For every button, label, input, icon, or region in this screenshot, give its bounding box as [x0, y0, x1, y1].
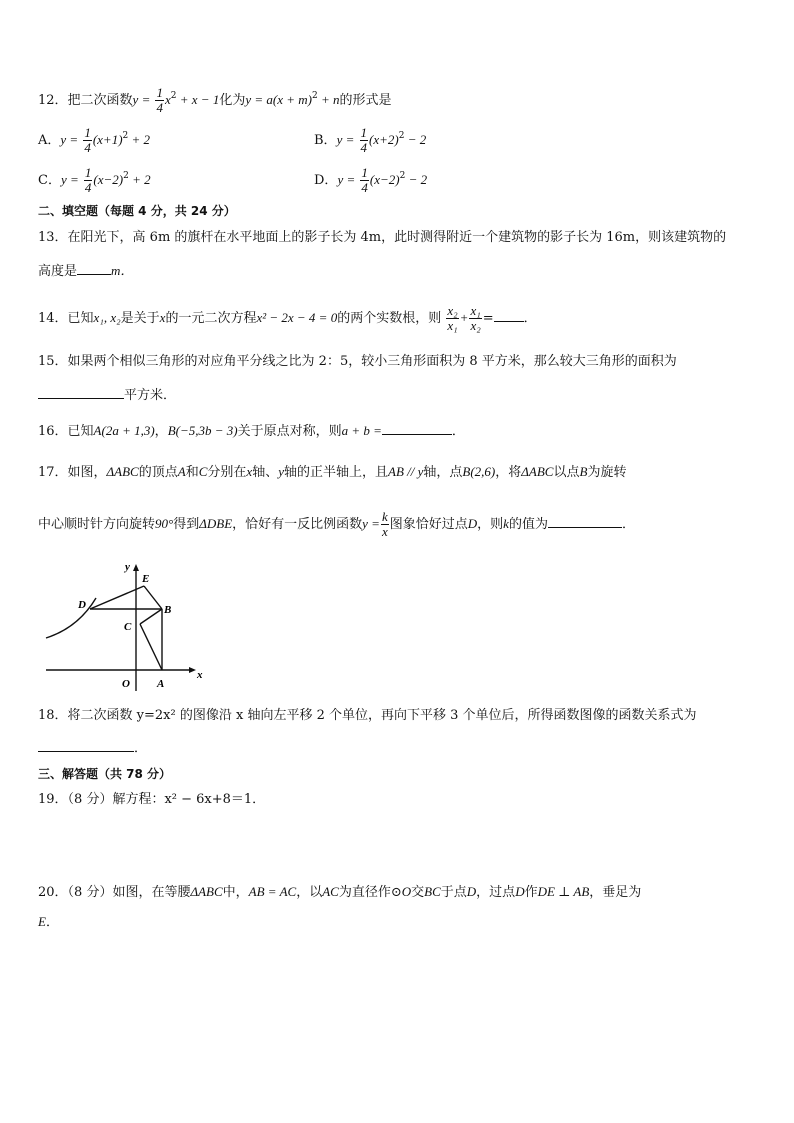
label-x: x — [197, 669, 203, 681]
label-e: E — [142, 573, 150, 585]
x-axis-arrow — [189, 667, 196, 673]
label-a: A — [157, 678, 165, 690]
question-20-line-1: 20．（8 分）如图，在等腰ΔABC中，AB = AC，以AC为直径作⊙O交BC于点D，过点D作DE ⊥ AB，垂足为 — [38, 884, 642, 900]
question-18-line-1: 18．将二次函数 y=2x² 的图像沿 x 轴向左平移 2 个单位，再向下平移 3 个单位后，所得函数图像的函数关系式为 — [38, 708, 697, 723]
label-y: y — [125, 561, 130, 573]
hyperbola-curve — [46, 598, 96, 638]
question-14: 14．已知x₁, x₂是关于x的一元二次方程x² − 2x − 4 = 0的两个实数根，则 $\frac{\text{x₂}}{\text{x₁}}$ + $\frac{\text{x₁}}{\text{x₂}}$ = ． — [38, 303, 537, 333]
label-c: C — [124, 621, 132, 633]
segment-eb — [144, 586, 162, 609]
answer-blank[interactable] — [77, 260, 111, 275]
question-12: 12．把二次函数y = $\frac{1}{4}$ $x^2 + x - 1$化为$y = a(x + m)^2 + n$的形式是 — [38, 85, 392, 115]
section-heading-fill-blank: 二、填空题（每题 4 分，共 24 分） — [38, 204, 236, 218]
question-16: 16．已知A(2a + 1,3)，B(−5,3b − 3)关于原点对称，则a + b = ． — [38, 420, 754, 442]
q17-figure — [38, 556, 218, 696]
question-13-line-2: 高度是 m． — [38, 260, 754, 282]
answer-blank[interactable] — [548, 513, 622, 528]
segment-bc — [140, 609, 162, 624]
question-15-line-2: 平方米． — [38, 384, 754, 406]
answer-blank[interactable] — [38, 737, 134, 752]
answer-blank[interactable] — [38, 384, 124, 399]
q12-text: 12．把二次函数 — [38, 93, 133, 108]
label-d: D — [78, 599, 86, 611]
question-17-line-2: 中心顺时针方向旋转90°得到ΔDBE，恰好有一反比例函数y = $\frac{k}{x}$ 图象恰好过点D，则k的值为 ． — [38, 509, 635, 539]
question-13-line-1: 13．在阳光下，高 6m 的旗杆在水平地面上的影子长为 4m，此时测得附近一个建筑物的影子长为 16m，则该建筑物的 — [38, 230, 727, 245]
fraction-one-quarter: $\frac{1}{4}$ — [156, 85, 163, 115]
option-d[interactable]: D．y = $\frac{1}{4}$ $(x-2)^2 - 2$ — [314, 165, 428, 195]
answer-blank[interactable] — [494, 307, 524, 322]
segment-ca — [140, 624, 162, 670]
question-19: 19．（8 分）解方程：x² − 6x+8＝1． — [38, 792, 266, 807]
option-a[interactable]: A．y = $\frac{1}{4}$ $(x+1)^2 + 2$ — [38, 125, 151, 155]
question-15-line-1: 15．如果两个相似三角形的对应角平分线之比为 2：5，较小三角形面积为 8 平方米，那么较大三角形的面积为 — [38, 354, 677, 369]
section-heading-solutions: 三、解答题（共 78 分） — [38, 767, 172, 781]
question-18-line-2: ． — [38, 737, 754, 759]
answer-blank[interactable] — [382, 420, 452, 435]
option-c[interactable]: C．y = $\frac{1}{4}$ $(x-2)^2 + 2$ — [38, 165, 151, 195]
option-b[interactable]: B．y = $\frac{1}{4}$ $(x+2)^2 - 2$ — [314, 125, 427, 155]
question-20-line-2: E． — [38, 914, 59, 930]
label-o: O — [122, 678, 130, 690]
label-b: B — [164, 604, 172, 616]
question-17-line-1: 17．如图，ΔABC的顶点A和C分别在x轴、y轴的正半轴上，且AB // y轴，点B(2,6)，将ΔABC以点B为旋转 — [38, 464, 627, 480]
y-axis-arrow — [133, 564, 139, 571]
